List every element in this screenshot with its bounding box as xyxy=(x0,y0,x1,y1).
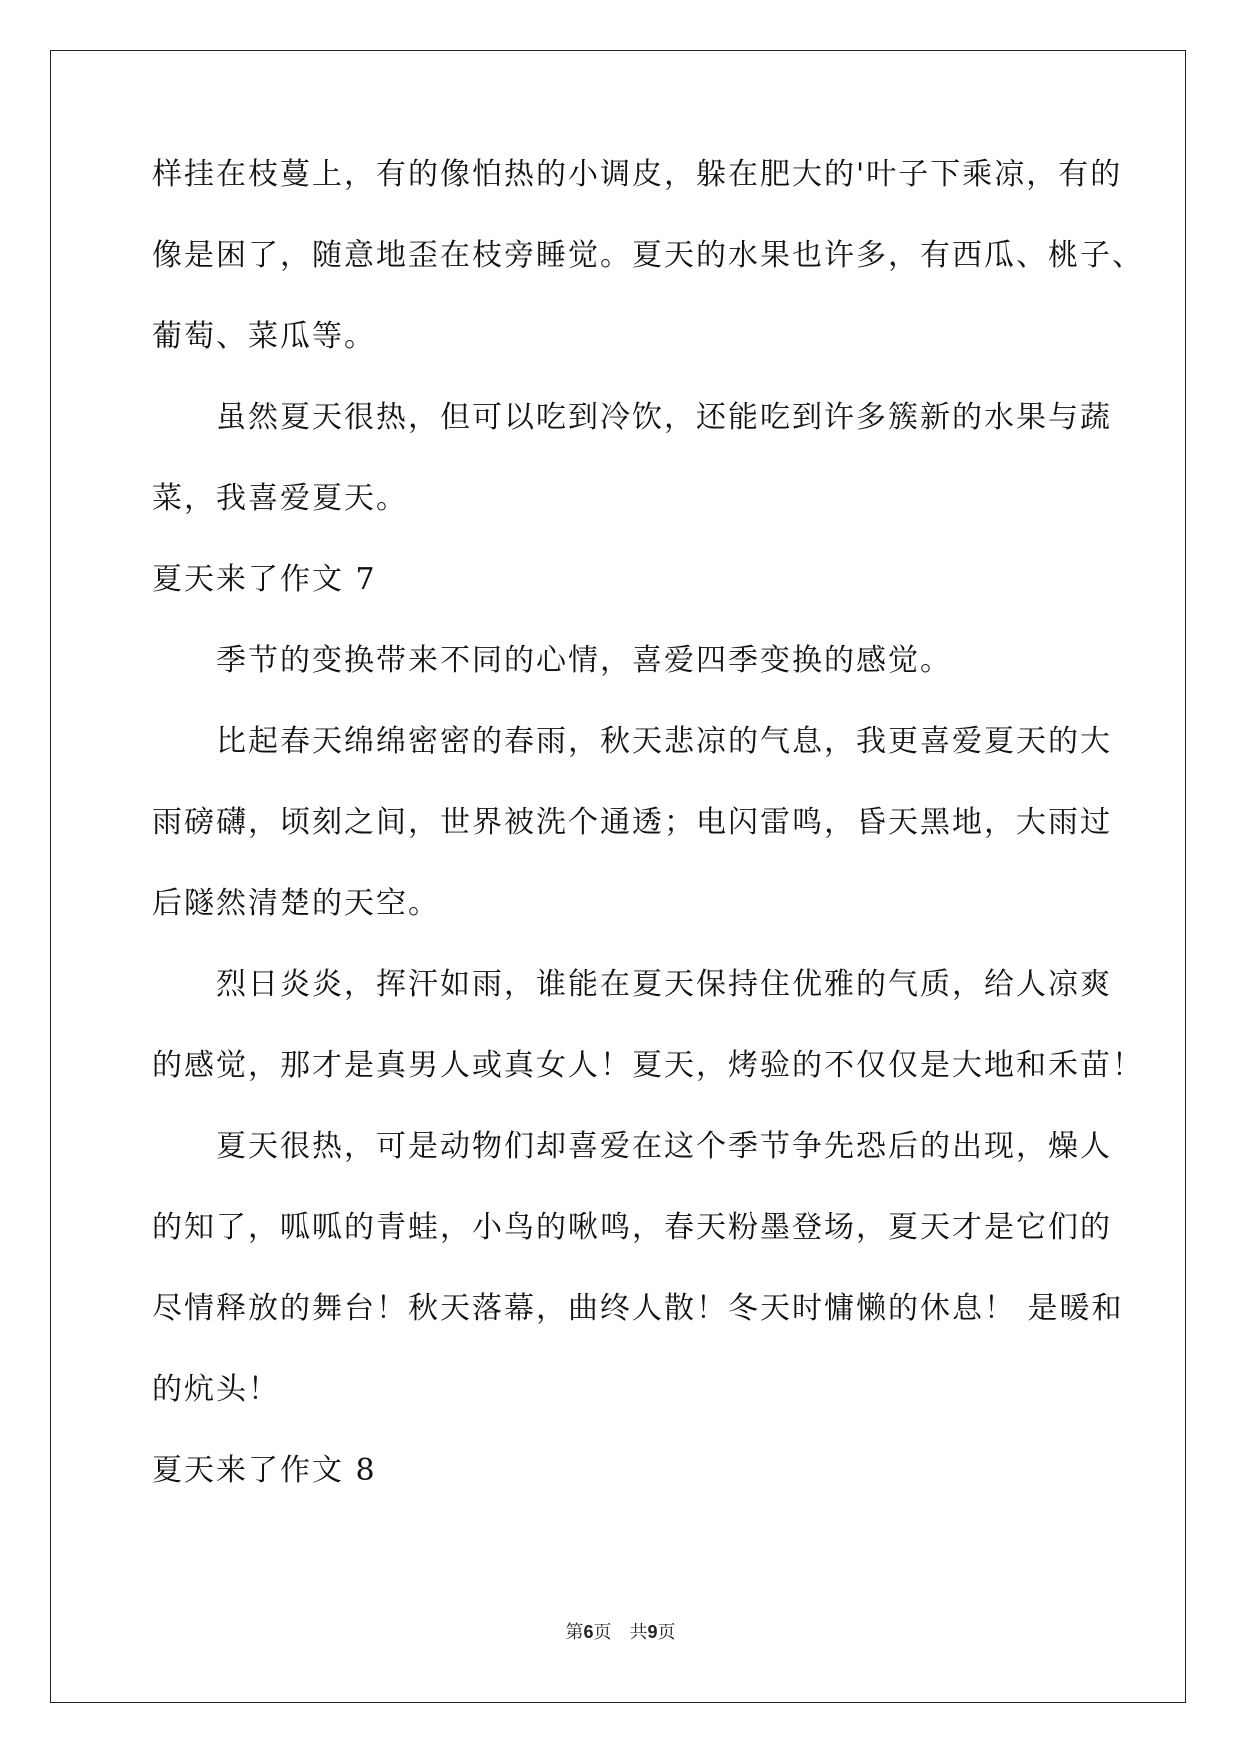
paragraph-start: 季节的变换带来不同的心情，喜爱四季变换的感觉。 xyxy=(216,643,952,678)
total-prefix: 共 xyxy=(629,1622,648,1643)
page-suffix: 页 xyxy=(593,1622,612,1643)
document-body xyxy=(152,157,1144,1537)
section-heading: 夏天来了作文 7 xyxy=(152,562,377,597)
body-line: 后隧然清楚的天空。 xyxy=(152,886,440,921)
body-line: 菜，我喜爱夏天。 xyxy=(152,481,408,516)
body-line: 的感觉，那才是真男人或真女人！夏天，烤验的不仅仅是大地和禾苗！ xyxy=(152,1048,1144,1083)
paragraph-start: 比起春天绵绵密密的春雨，秋天悲凉的气息，我更喜爱夏天的大 xyxy=(216,724,1112,759)
body-line: 尽情释放的舞台！秋天落幕，曲终人散！冬天时慵懒的休息！ 是暖和 xyxy=(152,1291,1124,1326)
body-line: 的知了，呱呱的青蛙，小鸟的啾鸣，春天粉墨登场，夏天才是它们的 xyxy=(152,1210,1112,1245)
body-line: 雨磅礴，顷刻之间，世界被洗个通透；电闪雷鸣，昏天黑地，大雨过 xyxy=(152,805,1112,840)
paragraph-start: 虽然夏天很热，但可以吃到冷饮，还能吃到许多簇新的水果与蔬 xyxy=(216,400,1112,435)
section-heading: 夏天来了作文 8 xyxy=(152,1453,377,1488)
total-page-number: 9 xyxy=(647,1622,658,1642)
body-line: 的炕头！ xyxy=(152,1372,280,1407)
body-line: 像是困了，随意地歪在枝旁睡觉。夏天的水果也许多，有西瓜、桃子、 xyxy=(152,238,1144,273)
page-footer xyxy=(0,1621,1241,1644)
body-line: 样挂在枝蔓上，有的像怕热的小调皮，躲在肥大的'叶子下乘凉，有的 xyxy=(152,157,1123,192)
paragraph-start: 烈日炎炎，挥汗如雨，谁能在夏天保持住优雅的气质，给人凉爽 xyxy=(216,967,1112,1002)
page-prefix: 第 xyxy=(565,1622,584,1643)
paragraph-start: 夏天很热，可是动物们却喜爱在这个季节争先恐后的出现，燥人 xyxy=(216,1129,1112,1164)
total-suffix: 页 xyxy=(657,1622,676,1643)
body-line: 葡萄、菜瓜等。 xyxy=(152,319,376,354)
current-page-number: 6 xyxy=(583,1622,594,1642)
